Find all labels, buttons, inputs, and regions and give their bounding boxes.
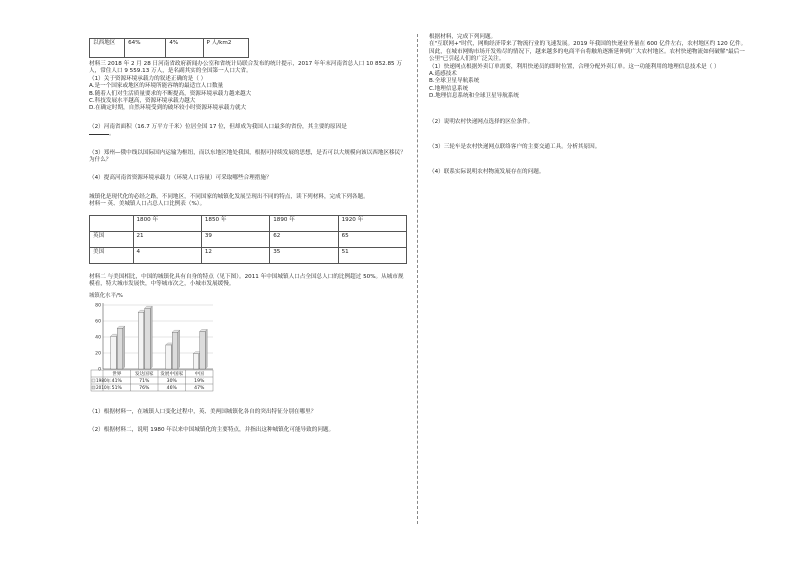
data-label: 46% <box>166 385 177 391</box>
table-cell: 62 <box>270 231 338 247</box>
answer-blank[interactable] <box>89 134 109 135</box>
material-two-text: 材料二 与美国相比，中国的城镇化具有自身的特点（见下图）。2011 年中国城镇人口占全国总人口的比例超过 50%。从城市规模看，特大城市发展快，中等城市次之，小城市发展缓慢。 <box>89 273 404 288</box>
bar <box>138 312 144 369</box>
bar-side <box>205 329 207 369</box>
option-c: C.科技发展水平越高，资源环境承载力越大 <box>89 98 196 105</box>
y-tick-label: 80 <box>95 303 101 308</box>
right-question-3: （3）三轮车是农村快递网点联络客户的主要交通工具。分析其原因。 <box>429 144 601 151</box>
data-label: 19% <box>194 378 205 384</box>
header-cell <box>90 215 134 231</box>
y-tick-label: 0 <box>98 367 101 372</box>
right-question-4: （4）联系实际说明农村物流发展存在的问题。 <box>429 169 545 176</box>
logistics-material: 在"互联网+"时代，网购经济带来了物流行业的飞速发展。2019 年我国的快递业务量在 600 亿件左右，农村地区约 120 亿件。因此，在城市网购市场开发殆尽的情况下，越来越多的电商平台将触角逐渐延伸到广大农村地区。农村快递物流如何破解"最后一公里"已引起人们的广泛关注。 <box>429 41 747 63</box>
legend-swatch <box>92 379 95 382</box>
data-label: 51% <box>111 385 122 391</box>
option-d: D.在确定时期，自然环境受到的破坏较小时资源环境承载力就大 <box>89 105 247 112</box>
bar-side <box>150 306 152 369</box>
table-cell: 4 <box>133 247 201 263</box>
table-cell: 65 <box>338 231 406 247</box>
legend-label: 2010年 <box>96 384 111 390</box>
question-3: （3）郑州—俄中线以国际国内运输为枢纽，而以东地区地处我国，根据可持续发展的思想，是否可以大规模向该以西地区移民？为什么？ <box>89 149 406 164</box>
table-row <box>90 231 407 247</box>
right-column <box>429 34 747 177</box>
question-2: （2）河南省面积（16.7 万平方千米）位居全国 17 位，但却成为我国人口最多的省份，其主要的原因是 <box>89 123 347 130</box>
header-cell: 1890 年 <box>270 215 338 231</box>
urbanization-intro: 城镇化是现代化的必经之路，不同地区，不同国家的城镇化发展呈现出不同的特点，读下列材料，完成下列各题。 <box>89 193 369 200</box>
legend-label: 1980年 <box>96 377 111 383</box>
table-cell: 以西地区 <box>90 39 125 58</box>
header-cell: 1920 年 <box>338 215 406 231</box>
y-tick-label: 20 <box>95 351 101 356</box>
x-tick-label: 发达国家 <box>135 371 154 377</box>
data-label: 41% <box>111 378 122 384</box>
table-cell: 39 <box>201 231 269 247</box>
right-question-1-stem: （1）快递网点根据外卖订单需要，利用快递员的即时位置，合理分配外卖订单。这一功能利用的地理信息技术是（ ） <box>429 63 720 70</box>
data-label: 71% <box>139 378 150 384</box>
question-2-blank: 。 <box>89 131 406 138</box>
question-5: （1）根据材料一，在城镇人口变化过程中，英、美两国城镇化各自的突出特征分别在哪里？ <box>89 408 317 415</box>
chart-svg <box>89 291 219 403</box>
bar <box>117 328 123 369</box>
left-column <box>89 34 406 434</box>
table-cell: 4% <box>166 39 203 58</box>
right-option-c: C.地理信息系统 <box>429 85 469 92</box>
material-one-title: 材料一 英、美城镇人口占总人口比例表（%）。 <box>89 201 206 208</box>
column-divider <box>417 34 418 524</box>
x-tick-label: 世界 <box>112 371 122 377</box>
option-b: B.随着人们对生活质量要求的不断提高，资源环境承载力越来越大 <box>89 90 252 97</box>
bar <box>200 331 206 369</box>
y-tick-label: 60 <box>95 319 101 324</box>
data-label: 76% <box>139 385 150 391</box>
urbanization-table <box>89 215 407 264</box>
table-header-row <box>90 215 407 231</box>
header-cell: 1850 年 <box>201 215 269 231</box>
bar <box>111 336 117 369</box>
bar <box>193 353 199 368</box>
question-1-stem: （1）关于资源环境承载力的叙述正确的是（ ） <box>89 75 207 82</box>
y-tick-label: 40 <box>95 335 101 340</box>
question-6: （2）根据材料二，说明 1980 年以来中国城镇化的主要特点，并指出这种城镇化可能导致的问题。 <box>89 426 335 433</box>
bar-side <box>123 326 125 369</box>
table-cell: 美国 <box>90 247 134 263</box>
table-cell: 64% <box>125 39 166 58</box>
table-row <box>90 247 407 263</box>
table-cell: 英国 <box>90 231 134 247</box>
data-label: 47% <box>194 385 205 391</box>
region-table <box>89 38 249 58</box>
header-cell: 1800 年 <box>133 215 201 231</box>
bar-side <box>178 330 180 369</box>
urbanization-chart <box>89 291 219 403</box>
right-question-2: （2）说明农村快递网点选择的区位条件。 <box>429 118 534 125</box>
right-option-a: A.遥感技术 <box>429 71 457 78</box>
material-three-text: 材料三 2018 年 2 月 28 日河南省政府新闻办公室和省统计局联合发布的统计提示，2017 年年末河南省总人口 10 852.85 万人，常住人口 9 559.13 万人，是名副其实的全国第一人口大省。 <box>89 61 402 75</box>
legend-swatch <box>92 386 95 389</box>
bar <box>145 308 151 369</box>
table-cell: 21 <box>133 231 201 247</box>
table-cell: 12 <box>201 247 269 263</box>
x-tick-label: 发展中国家 <box>160 371 184 377</box>
right-option-b: B.全球卫星导航系统 <box>429 78 480 85</box>
table-cell: 51 <box>338 247 406 263</box>
table-cell: P 人/km2 <box>203 39 248 58</box>
table-cell: 35 <box>270 247 338 263</box>
bar <box>172 332 178 369</box>
question-4: （4）提高河南省资源环境承载力（环境人口容量）可采取哪些合理措施？ <box>89 175 272 182</box>
y-axis-label: 城镇化水平/% <box>89 292 123 299</box>
x-tick-label: 中国 <box>194 371 204 377</box>
option-a: A.是一个国家或地区的环境所能容纳的最适宜人口数量 <box>89 83 224 90</box>
right-intro: 根据材料，完成下列问题。 <box>429 34 497 40</box>
right-option-d: D.地理信息系统和全球卫星导航系统 <box>429 93 519 100</box>
data-label: 30% <box>166 378 177 384</box>
bar <box>166 345 172 369</box>
table-row <box>90 39 249 58</box>
